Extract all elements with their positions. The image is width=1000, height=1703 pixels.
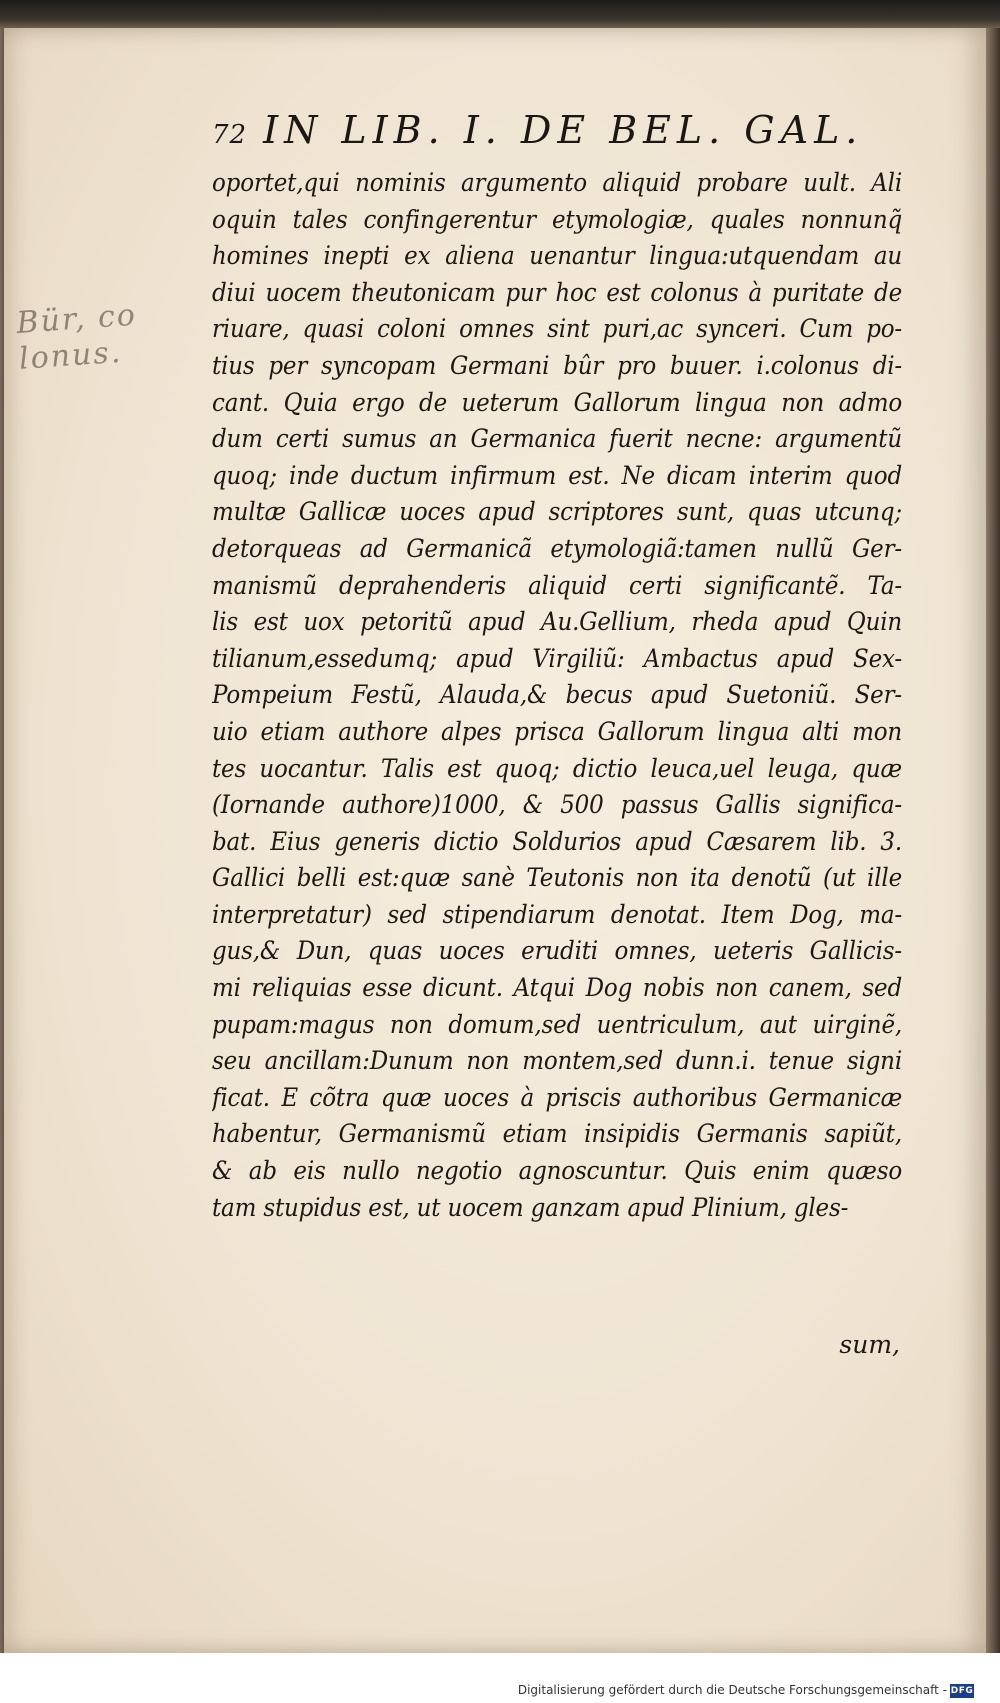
footer-credit: [518, 1680, 974, 1700]
text-line: oquin tales confingerentur etymologiæ, quales nonnunq̃: [212, 204, 902, 234]
handwritten-margin-note: [15, 294, 190, 386]
text-line: seu ancillam:Dunum non montem,sed dunn.i. tenue signi: [212, 1046, 902, 1076]
footer-credit-text: Digitalisierung gefördert durch die Deutsche Forschungsgemeinschaft -: [517, 1683, 947, 1697]
catchword: sum,: [839, 1330, 900, 1359]
margin-note-line-1: Bür, co: [15, 297, 138, 341]
page-edge-shadow: [986, 28, 1000, 1653]
text-line: uio etiam authore alpes prisca Gallorum lingua alti mon: [212, 716, 902, 746]
margin-note-line-2: lonus.: [17, 334, 124, 377]
text-line: multæ Gallicæ uoces apud scriptores sunt, quas utcunq;: [212, 497, 902, 527]
text-line: habentur, Germanismũ etiam insipidis Germanis sapiũt,: [212, 1119, 902, 1149]
text-line: gus,& Dun, quas uoces eruditi omnes, ueteris Gallicis-: [212, 936, 902, 966]
text-line: quoq; inde ductum infirmum est. Ne dicam interim quod: [212, 460, 902, 490]
text-line: tilianum,essedumq; apud Virgiliũ: Ambactus apud Sex-: [212, 643, 902, 673]
text-line: mi reliquias esse dicunt. Atqui Dog nobis non canem, sed: [212, 973, 902, 1003]
body-text: [212, 165, 902, 1226]
text-line: interpretatur) sed stipendiarum denotat. Item Dog, ma-: [212, 899, 902, 929]
running-head-title: IN LIB. I. DE BEL. GAL.: [263, 108, 864, 152]
text-line: dum certi sumus an Germanica fuerit necne: argumentũ: [212, 424, 902, 454]
text-line: manismũ deprahenderis aliquid certi significantẽ. Ta-: [212, 570, 902, 600]
text-line: (Iornande authore)1000, & 500 passus Gallis significa-: [212, 790, 902, 820]
running-head: [212, 108, 912, 168]
text-line: tes uocantur. Talis est quoq; dictio leuca,uel leuga, quæ: [212, 753, 902, 783]
text-line: Gallici belli est:quæ sanè Teutonis non ita denotũ (ut ille: [212, 863, 902, 893]
text-line: & ab eis nullo negotio agnoscuntur. Quis enim quæso: [212, 1156, 902, 1186]
text-line: ficat. E cõtra quæ uoces à priscis authoribus Germanicæ: [212, 1082, 902, 1112]
text-line: homines inepti ex aliena uenantur lingua:utquendam au: [212, 241, 902, 271]
page-number: 72: [212, 120, 248, 150]
text-line: Pompeium Festũ, Alauda,& becus apud Suetoniũ. Ser-: [212, 680, 902, 710]
text-line: cant. Quia ergo de ueterum Gallorum lingua non admo: [212, 387, 902, 417]
text-line: bat. Eius generis dictio Soldurios apud Cæsarem lib. 3.: [212, 826, 902, 856]
text-line: riuare, quasi coloni omnes sint puri,ac synceri. Cum po-: [212, 314, 902, 344]
text-line: pupam:magus non domum,sed uentriculum, aut uirginẽ,: [212, 1009, 902, 1039]
text-line: tius per syncopam Germani bûr pro buuer. i.colonus di-: [212, 350, 902, 380]
text-line: tam stupidus est, ut uocem ganzam apud Plinium, gles-: [212, 1192, 849, 1222]
text-line: oportet,qui nominis argumento aliquid probare uult. Ali: [212, 168, 902, 197]
text-line: detorqueas ad Germanicã etymologiã:tamen nullũ Ger-: [212, 533, 902, 563]
dfg-logo-icon: DFG: [950, 1685, 974, 1696]
scan-top-shadow: [0, 0, 1000, 28]
text-line: lis est uox petoritũ apud Au.Gellium, rheda apud Quin: [212, 607, 902, 637]
text-line: diui uocem theutonicam pur hoc est colonus à puritate de: [212, 277, 902, 307]
